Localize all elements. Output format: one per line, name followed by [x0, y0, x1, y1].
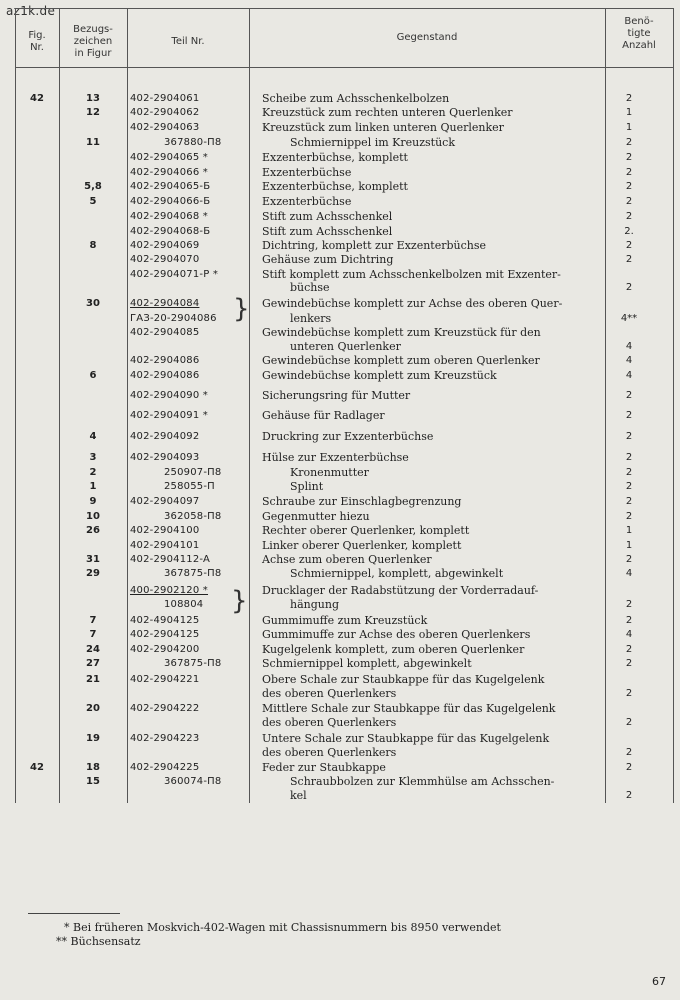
- item-description: Scheibe zum Achsschenkelbolzen: [262, 92, 450, 105]
- part-number: 402-2904101: [130, 540, 200, 551]
- part-number: 362058-П8: [164, 511, 222, 522]
- item-description: Kreuzstück zum rechten unteren Querlenker: [262, 106, 513, 119]
- table-row: [0, 210, 680, 223]
- reference-number: 1: [89, 481, 97, 492]
- table-row: [0, 598, 680, 611]
- watermark-text: az1k.de: [6, 4, 56, 18]
- quantity: 2: [625, 762, 633, 773]
- reference-number: 8: [89, 240, 97, 251]
- part-number: 402-2904090 *: [130, 390, 209, 401]
- quantity: 2: [625, 554, 633, 565]
- part-number: 258055-П: [164, 481, 215, 492]
- table-row: [0, 553, 680, 566]
- reference-number: 31: [86, 554, 100, 565]
- item-description: Gehäuse für Radlager: [262, 409, 385, 422]
- reference-number: 7: [89, 629, 97, 640]
- item-description: Splint: [290, 480, 324, 493]
- table-row: [0, 166, 680, 179]
- reference-number: 10: [86, 511, 100, 522]
- table-row: [0, 495, 680, 508]
- part-number: 402-2904225: [130, 762, 200, 773]
- header-part: Teil Nr.: [171, 36, 205, 47]
- part-number: 402-2904066 *: [130, 167, 209, 178]
- quantity: 4: [625, 568, 633, 579]
- quantity: 2: [625, 644, 633, 655]
- table-row: [0, 480, 680, 493]
- table-row: [0, 136, 680, 149]
- part-number: 402-2904112-A: [130, 554, 211, 565]
- table-row: [0, 225, 680, 238]
- table-row: [0, 268, 680, 281]
- item-description: Kreuzstück zum linken unteren Querlenker: [262, 121, 504, 134]
- part-number: 402-2904070: [130, 254, 200, 265]
- item-description: büchse: [290, 281, 330, 294]
- item-description: des oberen Querlenkers: [262, 687, 397, 700]
- table-row: [0, 312, 680, 325]
- reference-number: 18: [86, 762, 100, 773]
- table-row: [0, 466, 680, 479]
- quantity: 2: [625, 410, 633, 421]
- quantity: 2: [625, 240, 633, 251]
- item-description: Hülse zur Exzenterbüchse: [262, 451, 409, 464]
- item-description: Exzenterbüchse, komplett: [262, 180, 408, 193]
- table-row: [0, 297, 680, 310]
- quantity: 2: [625, 481, 633, 492]
- quantity: 2: [625, 496, 633, 507]
- reference-number: 5: [89, 196, 97, 207]
- quantity: 2: [625, 211, 633, 222]
- quantity: 2: [625, 254, 633, 265]
- table-row: [0, 106, 680, 119]
- quantity: 2: [625, 615, 633, 626]
- table-row: [0, 789, 680, 802]
- part-number: 402-2904221: [130, 674, 200, 685]
- quantity: 1: [625, 540, 633, 551]
- item-description: Exzenterbüchse, komplett: [262, 151, 408, 164]
- item-description: Obere Schale zur Staubkappe für das Kugelgelenk: [262, 673, 545, 686]
- part-number: 402-2904071-P *: [130, 269, 219, 280]
- reference-number: 4: [89, 431, 97, 442]
- part-number: 402-2904222: [130, 703, 200, 714]
- quantity: 2: [625, 282, 633, 293]
- quantity: 1: [625, 525, 633, 536]
- item-description: Gummimuffe zur Achse des oberen Querlenkers: [262, 628, 531, 641]
- header-rule: [15, 67, 674, 68]
- table-top-rule: [15, 8, 674, 9]
- table-row: [0, 673, 680, 686]
- item-description: Kronenmutter: [290, 466, 369, 479]
- part-number: 402-2904200: [130, 644, 200, 655]
- part-number: 402-2904061: [130, 93, 200, 104]
- table-row: [0, 253, 680, 266]
- table-row: [0, 567, 680, 580]
- part-number: ГАЗ-20-2904086: [130, 313, 217, 324]
- quantity: 2: [625, 658, 633, 669]
- quantity: 2: [625, 181, 633, 192]
- item-description: Stift zum Achsschenkel: [262, 225, 393, 238]
- reference-number: 20: [86, 703, 100, 714]
- quantity: 2: [625, 137, 633, 148]
- item-description: Gewindebüchse komplett zum Kreuzstück für den: [262, 326, 541, 339]
- table-row: [0, 281, 680, 294]
- table-row: [0, 643, 680, 656]
- reference-number: 13: [86, 93, 100, 104]
- table-row: [0, 657, 680, 670]
- quantity: 2: [625, 390, 633, 401]
- table-row: [0, 451, 680, 464]
- part-number: 402-2904223: [130, 733, 200, 744]
- part-number: 402-2904091 *: [130, 410, 209, 421]
- table-row: [0, 389, 680, 402]
- table-row: [0, 539, 680, 552]
- part-number: 402-2904065-Б: [130, 181, 211, 192]
- quantity: 2: [625, 93, 633, 104]
- item-description: unteren Querlenker: [290, 340, 401, 353]
- quantity: 4: [625, 629, 633, 640]
- item-description: Mittlere Schale zur Staubkappe für das Kugelgelenk: [262, 702, 556, 715]
- quantity: 2: [625, 511, 633, 522]
- table-row: [0, 761, 680, 774]
- table-row: [0, 151, 680, 164]
- footnote: ** Büchsensatz: [56, 935, 141, 948]
- reference-number: 30: [86, 298, 100, 309]
- item-description: Feder zur Staubkappe: [262, 761, 386, 774]
- item-description: des oberen Querlenkers: [262, 716, 397, 729]
- reference-number: 26: [86, 525, 100, 536]
- item-description: Schmiernippel komplett, abgewinkelt: [262, 657, 472, 670]
- fig-number: 42: [30, 762, 44, 773]
- table-row: [0, 628, 680, 641]
- item-description: Gewindebüchse komplett zum oberen Querlenker: [262, 354, 540, 367]
- table-row: [0, 340, 680, 353]
- item-description: Druckring zur Exzenterbüchse: [262, 430, 434, 443]
- quantity: 2: [625, 747, 633, 758]
- part-number: 367875-П8: [164, 568, 222, 579]
- brace-symbol: }: [233, 294, 250, 324]
- part-number: 402-2904069: [130, 240, 200, 251]
- table-row: [0, 584, 680, 597]
- reference-number: 11: [86, 137, 100, 148]
- reference-number: 19: [86, 733, 100, 744]
- quantity: 4: [625, 341, 633, 352]
- part-number: 402-2904125: [130, 629, 200, 640]
- table-row: [0, 430, 680, 443]
- quantity: 1: [625, 122, 633, 133]
- table-row: [0, 687, 680, 700]
- reference-number: 6: [89, 370, 97, 381]
- part-number: 402-2904086: [130, 355, 200, 366]
- header-desc: Gegenstand: [396, 32, 458, 43]
- quantity: 4: [625, 355, 633, 366]
- part-number: 108804: [164, 599, 204, 610]
- table-row: [0, 180, 680, 193]
- item-description: Drucklager der Radabstützung der Vorderradauf-: [262, 584, 539, 597]
- part-number: 402-2904093: [130, 452, 200, 463]
- header-qty: Benö- tigte Anzahl: [622, 16, 656, 51]
- quantity: 2: [625, 196, 633, 207]
- part-number: 402-2904068-Б: [130, 226, 211, 237]
- table-row: [0, 746, 680, 759]
- quantity: 2: [625, 717, 633, 728]
- item-description: Schmiernippel, komplett, abgewinkelt: [290, 567, 504, 580]
- reference-number: 12: [86, 107, 100, 118]
- quantity: 2: [625, 152, 633, 163]
- reference-number: 9: [89, 496, 97, 507]
- table-row: [0, 121, 680, 134]
- part-number: 367875-П8: [164, 658, 222, 669]
- part-number: 402-2904062: [130, 107, 200, 118]
- page-number: 67: [652, 975, 666, 988]
- reference-number: 2: [89, 467, 97, 478]
- item-description: Schraubbolzen zur Klemmhülse am Achsschen-: [290, 775, 555, 788]
- item-description: Exzenterbüchse: [262, 166, 352, 179]
- item-description: Stift komplett zum Achsschenkelbolzen mit Exzenter-: [262, 268, 561, 281]
- part-number: 402-4904125: [130, 615, 200, 626]
- table-row: [0, 614, 680, 627]
- reference-number: 29: [86, 568, 100, 579]
- reference-number: 24: [86, 644, 100, 655]
- item-description: Stift zum Achsschenkel: [262, 210, 393, 223]
- item-description: des oberen Querlenkers: [262, 746, 397, 759]
- header-fig: Fig. Nr.: [28, 30, 46, 53]
- item-description: Gehäuse zum Dichtring: [262, 253, 394, 266]
- footnote-rule: [28, 913, 120, 914]
- item-description: Gewindebüchse komplett zur Achse des oberen Quer-: [262, 297, 563, 310]
- item-description: Gummimuffe zum Kreuzstück: [262, 614, 428, 627]
- quantity: 2: [625, 688, 633, 699]
- item-description: Achse zum oberen Querlenker: [262, 553, 432, 566]
- reference-number: 21: [86, 674, 100, 685]
- quantity: 2.: [624, 226, 634, 237]
- fig-number: 42: [30, 93, 44, 104]
- table-row: [0, 195, 680, 208]
- item-description: Untere Schale zur Staubkappe für das Kugelgelenk: [262, 732, 550, 745]
- table-row: [0, 354, 680, 367]
- item-description: Linker oberer Querlenker, komplett: [262, 539, 462, 552]
- item-description: Rechter oberer Querlenker, komplett: [262, 524, 470, 537]
- table-row: [0, 239, 680, 252]
- part-number: 402-2904092: [130, 431, 200, 442]
- quantity: 2: [625, 431, 633, 442]
- item-description: Sicherungsring für Mutter: [262, 389, 411, 402]
- reference-number: 5,8: [84, 181, 102, 192]
- table-row: [0, 326, 680, 339]
- reference-number: 27: [86, 658, 100, 669]
- part-number: 402-2904084: [130, 298, 200, 309]
- table-row: [0, 716, 680, 729]
- reference-number: 7: [89, 615, 97, 626]
- part-number: 402-2904097: [130, 496, 200, 507]
- part-number: 402-2904066-Б: [130, 196, 211, 207]
- item-description: Schmiernippel im Kreuzstück: [290, 136, 455, 149]
- reference-number: 3: [89, 452, 97, 463]
- footnote: * Bei früheren Moskvich-402-Wagen mit Chassisnummern bis 8950 verwendet: [64, 921, 501, 934]
- table-row: [0, 775, 680, 788]
- quantity: 4**: [620, 313, 638, 324]
- quantity: 2: [625, 599, 633, 610]
- part-number: 402-2904085: [130, 327, 200, 338]
- part-number: 367880-П8: [164, 137, 222, 148]
- part-number: 250907-П8: [164, 467, 222, 478]
- part-number: 360074-П8: [164, 776, 222, 787]
- quantity: 2: [625, 790, 633, 801]
- table-row: [0, 92, 680, 105]
- part-number: 402-2904068 *: [130, 211, 209, 222]
- item-description: kel: [290, 789, 307, 802]
- item-description: Schraube zur Einschlagbegrenzung: [262, 495, 462, 508]
- item-description: Kugelgelenk komplett, zum oberen Querlenker: [262, 643, 525, 656]
- table-row: [0, 732, 680, 745]
- brace-symbol: }: [231, 586, 248, 616]
- part-number: 400-2902120 *: [130, 585, 209, 596]
- table-row: [0, 524, 680, 537]
- quantity: 2: [625, 167, 633, 178]
- part-number: 402-2904063: [130, 122, 200, 133]
- item-description: Gewindebüchse komplett zum Kreuzstück: [262, 369, 497, 382]
- item-description: Gegenmutter hiezu: [262, 510, 370, 523]
- item-description: lenkers: [290, 312, 332, 325]
- part-number: 402-2904065 *: [130, 152, 209, 163]
- quantity: 2: [625, 452, 633, 463]
- table-row: [0, 702, 680, 715]
- reference-number: 15: [86, 776, 100, 787]
- table-row: [0, 369, 680, 382]
- header-ref: Bezugs- zeichen in Figur: [73, 24, 113, 59]
- table-row: [0, 409, 680, 422]
- quantity: 4: [625, 370, 633, 381]
- item-description: Dichtring, komplett zur Exzenterbüchse: [262, 239, 486, 252]
- quantity: 1: [625, 107, 633, 118]
- item-description: hängung: [290, 598, 339, 611]
- part-number: 402-2904100: [130, 525, 200, 536]
- quantity: 2: [625, 467, 633, 478]
- part-number: 402-2904086: [130, 370, 200, 381]
- item-description: Exzenterbüchse: [262, 195, 352, 208]
- table-row: [0, 510, 680, 523]
